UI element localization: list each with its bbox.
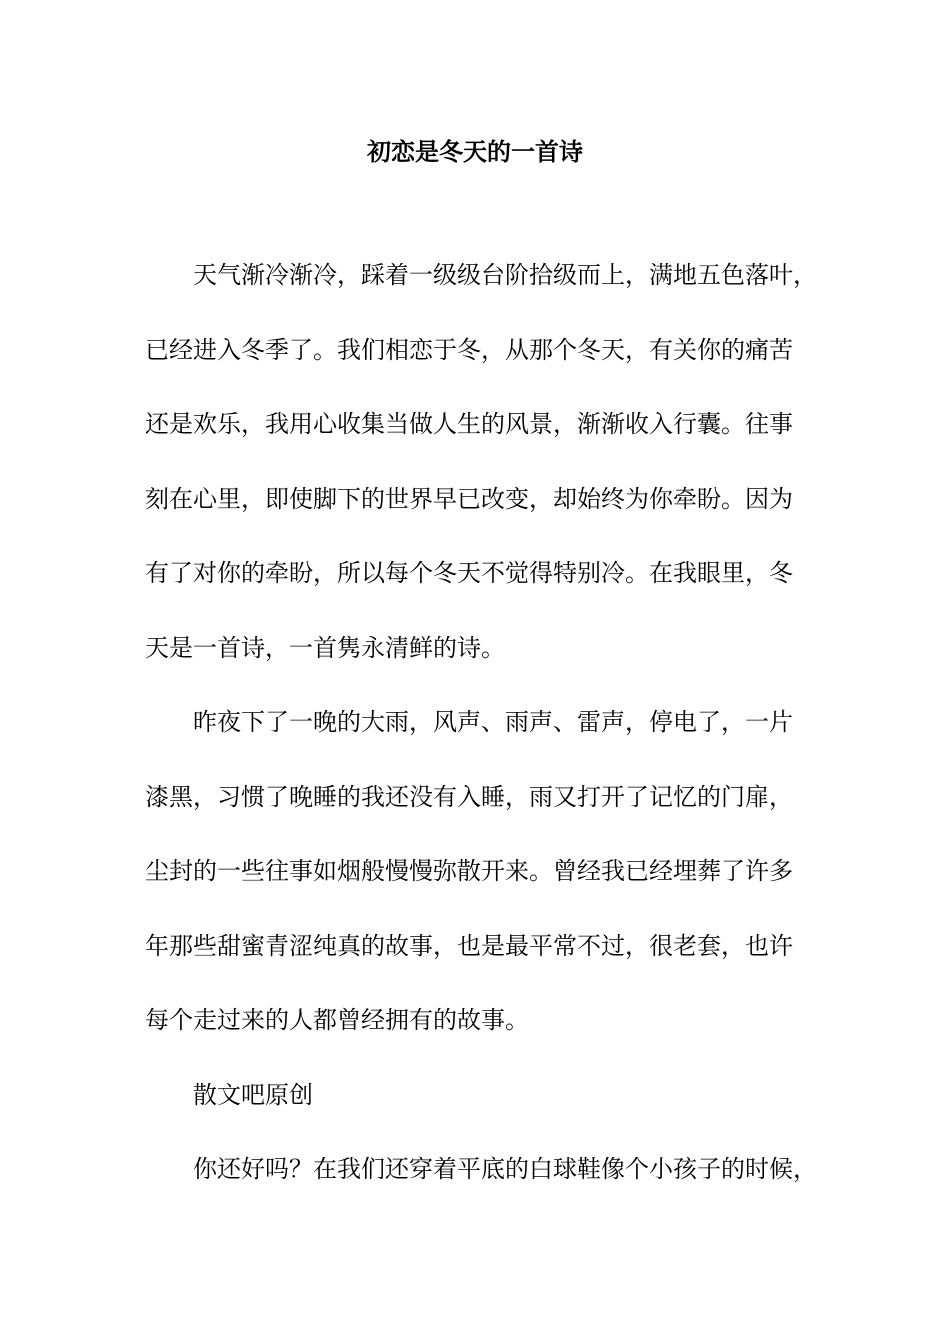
text-line: 刻在心里，即使脚下的世界早已改变，却始终为你牵盼。因为: [145, 484, 793, 513]
source-note: 散文吧原创: [193, 1080, 313, 1109]
paragraph: [145, 1058, 835, 1133]
paragraph: [145, 1132, 835, 1207]
text-line: 你还好吗？在我们还穿着平底的白球鞋像个小孩子的时候，: [193, 1155, 817, 1183]
text-line: 已经进入冬季了。我们相恋于冬，从那个冬天，有关你的痛苦: [145, 335, 793, 364]
text-line: 天气渐冷渐冷，踩着一级级台阶拾级而上，满地五色落叶，: [193, 261, 817, 289]
text-line: 年那些甜蜜青涩纯真的故事，也是最平常不过，很老套，也许: [145, 931, 793, 960]
paragraph: [145, 685, 835, 1058]
text-line: 每个走过来的人都曾经拥有的故事。: [145, 1006, 529, 1034]
text-line: 漆黑，习惯了晚睡的我还没有入睡，雨又打开了记忆的门扉，: [145, 782, 793, 811]
document-title: 初恋是冬天的一首诗: [367, 137, 583, 166]
text-line: 尘封的一些往事如烟般慢慢弥散开来。曾经我已经埋葬了许多: [145, 857, 793, 885]
text-line: 还是欢乐，我用心收集当做人生的风景，渐渐收入行囊。往事: [145, 410, 793, 438]
text-line: 昨夜下了一晚的大雨，风声、雨声、雷声，停电了，一片: [193, 708, 793, 736]
text-line: 天是一首诗，一首隽永清鲜的诗。: [145, 633, 505, 662]
document-body: [145, 238, 835, 1207]
paragraph: [145, 238, 835, 685]
text-line: 有了对你的牵盼，所以每个冬天不觉得特别冷。在我眼里，冬: [145, 559, 793, 587]
